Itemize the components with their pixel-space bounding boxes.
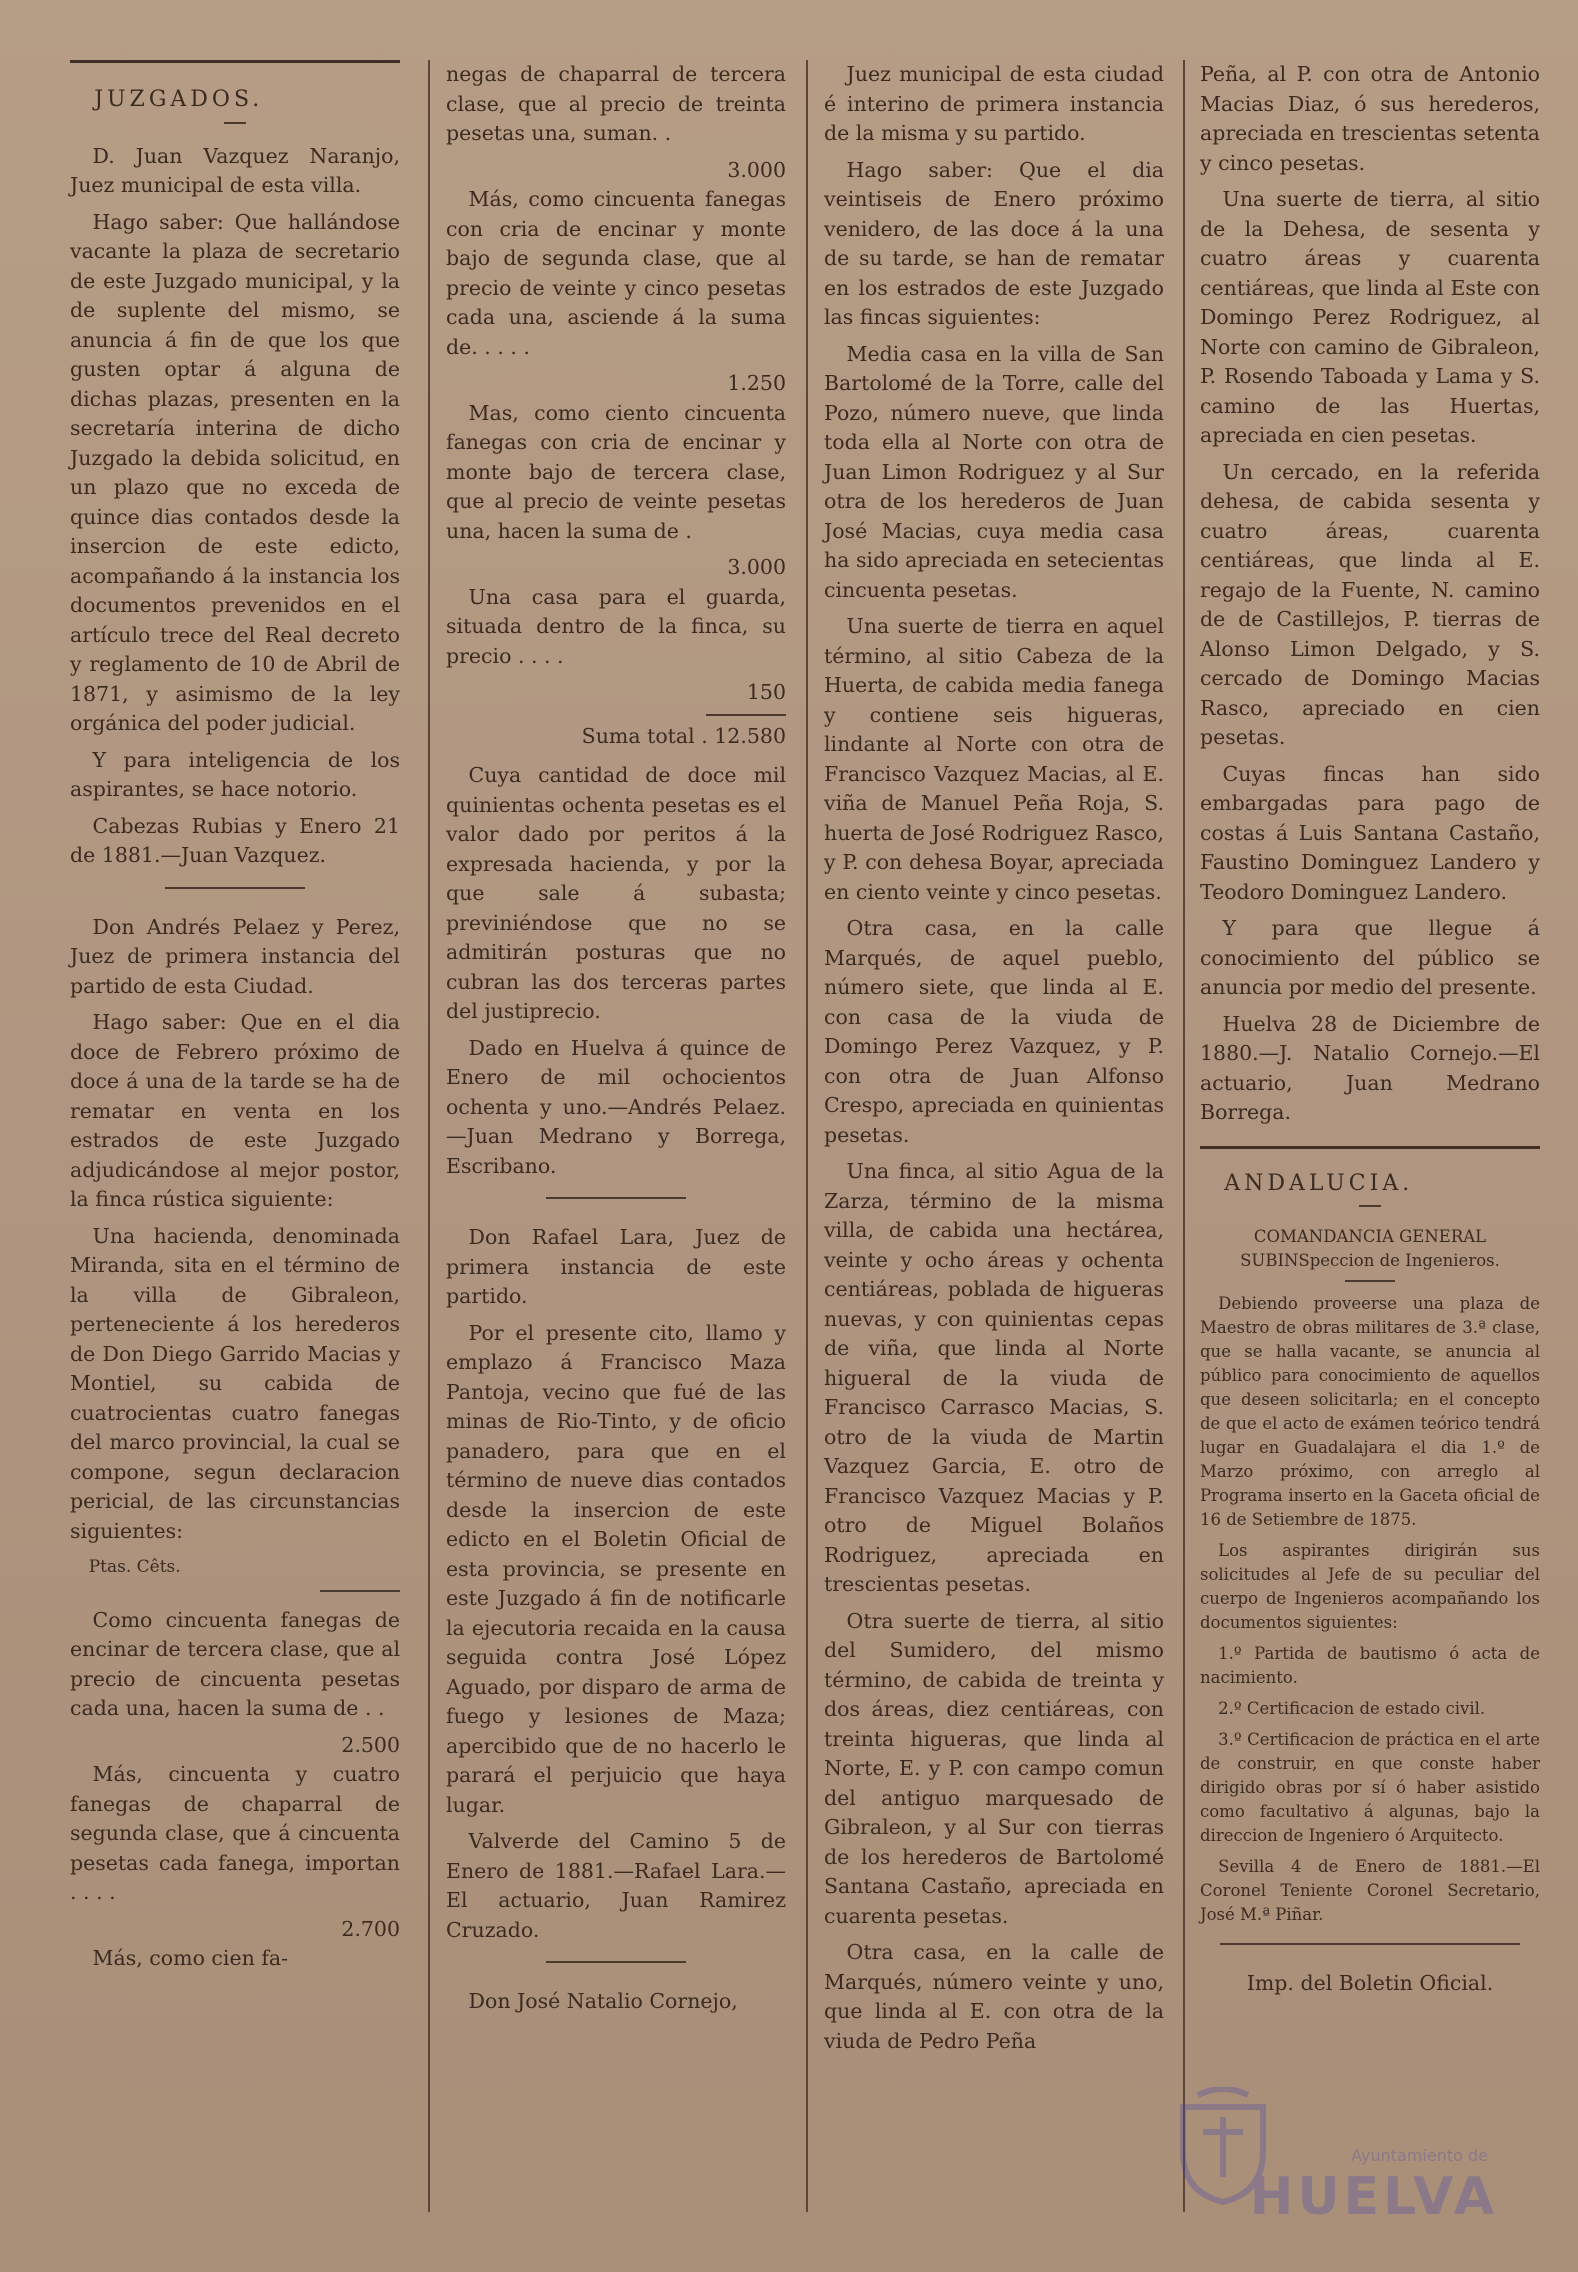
notice-subtitle: COMANDANCIA GENERAL SUBINSpeccion de Ingenieros. <box>1240 1227 1500 1270</box>
watermark-line1: Ayuntamiento de <box>1351 2146 1488 2165</box>
edict-text: Peña, al P. con otra de Antonio Macias Diaz, ó sus herederos, apreciada en trescientas setenta y cinco pesetas. <box>1200 62 1540 175</box>
total-amount: 12.580 <box>714 723 786 748</box>
item-amount: 3.000 <box>727 555 786 579</box>
item-amount: 150 <box>746 680 786 704</box>
section-title: ANDALUCIA. <box>1224 1170 1414 1196</box>
edict-text: Por el presente cito, llamo y emplazo á Francisco Maza Pantoja, vecino que fué de las minas de Rio-Tinto, y de oficio panadero, para que en el término de nueve dias contados desde la insercion de este edicto en el Boletin Oficial de esta provincia, se presente en este Juzgado á fin de notificarle la ejecutoria recaida en la causa seguida contra José López Aguado, por disparo de arma de fuego y lesiones de Maza; apercibido que de no hacerlo le parará el perjuicio que haya lugar. <box>446 1320 786 1817</box>
edict-text: Hago saber: Que en el dia doce de Febrero próximo de doce á una de la tarde se ha de rematar en venta en los estrados de este Juzgado adjudicándose al mejor postor, la finca rústica siguiente: <box>70 1010 400 1211</box>
edict-text: Una finca, al sitio Agua de la Zarza, término de la misma villa, de cabida una hectárea, veinte y ocho áreas y ochenta centiáreas, poblada de higueras nuevas, y con quinientas cepas de viña, que linda al Norte higueral de la viuda de Francisco Carrasco Macias, S. otro de la viuda de Martin Vazquez Garcia, E. otro de Francisco Vazquez Macias y P. otro de Miguel Bolaños Rodriguez, apreciada en trescientas pesetas. <box>824 1159 1164 1596</box>
section-title: JUZGADOS. <box>94 87 264 112</box>
watermark-line2: HUELVA <box>1249 2167 1498 2227</box>
item-text: Más, cincuenta y cuatro fanegas de chaparral de segunda clase, que á cincuenta pesetas cada fanega, importan . . . . <box>70 1762 400 1904</box>
edict-header: Don José Natalio Cornejo, <box>468 1989 738 2013</box>
notice-text: 2.º Certificacion de estado civil. <box>1218 1699 1486 1718</box>
separator <box>706 714 786 716</box>
top-rule <box>70 60 400 63</box>
item-text: Más, como cien fa- <box>92 1946 289 1970</box>
column-3 <box>824 60 1164 2063</box>
edict-text: Otra suerte de tierra, al sitio del Sumidero, del mismo término, de cabida de treinta y dos áreas, diez centiáreas, con treinta higueras, que linda al Norte, E. y P. con campo comun del antiguo marquesado de Gibraleon, y al Sur con tierras de los herederos de Bartolomé Santana Castaño, apreciada en cuarenta pesetas. <box>824 1608 1164 1928</box>
item-text: Como cincuenta fanegas de encinar de tercera clase, que al precio de cincuenta pesetas cada una, hacen la suma de . . <box>70 1607 400 1720</box>
item-text: negas de chaparral de tercera clase, que al precio de treinta pesetas una, suman. . <box>446 62 786 145</box>
edict-text: Otra casa, en la calle de Marqués, número veinte y uno, que linda al E. con otra de la viuda de Pedro Peña <box>824 1940 1164 2053</box>
notice-text: 1.º Partida de bautismo ó acta de nacimiento. <box>1200 1644 1540 1687</box>
edict-signature: Cabezas Rubias y Enero 21 de 1881.—Juan Vazquez. <box>70 813 400 867</box>
amount-header: Ptas. Cêts. <box>88 1557 181 1577</box>
edict-text: Una hacienda, denominada Miranda, sita en el término de la villa de Gibraleon, perteneciente á los herederos de Don Diego Garrido Macias y Montiel, su cabida de cuatrocientas cuatro fanegas del marco provincial, la cual se compone, segun declaracion pericial, de las circunstancias siguientes: <box>70 1223 400 1543</box>
archive-watermark <box>1168 2077 1498 2227</box>
item-amount: 2.700 <box>341 1916 400 1941</box>
column-2 <box>446 60 786 2024</box>
edict-header: Don Rafael Lara, Juez de primera instancia de este partido. <box>446 1225 786 1308</box>
notice-text: 3.º Certificacion de práctica en el arte de construir, en que conste haber dirigido obras por sí ó haber asistido como facultativo á algunas, bajo la direccion de Ingeniero ó Arquitecto. <box>1200 1730 1540 1845</box>
edict-text: Cuya cantidad de doce mil quinientas ochenta pesetas es el valor dado por peritos á la expresada hacienda, y por la que sale á subasta; previniéndose que no se admitirán posturas que no cubran las dos terceras partes del justiprecio. <box>446 763 786 1023</box>
edict-signature: Valverde del Camino 5 de Enero de 1881.—Rafael Lara.—El actuario, Juan Ramirez Cruzado. <box>446 1829 786 1942</box>
column-divider <box>806 60 808 2212</box>
section-rule <box>1200 1146 1540 1149</box>
separator <box>320 1590 400 1592</box>
edict-text: Otra casa, en la calle Marqués, de aquel pueblo, número siete, que linda al E. con casa de la viuda de Domingo Perez Vazquez, y P. con otra de Juan Alfonso Crespo, apreciada en quinientas pesetas. <box>824 916 1164 1147</box>
edict-header: Don Andrés Pelaez y Perez, Juez de primera instancia del partido de esta Ciudad. <box>70 914 400 998</box>
separator <box>165 887 305 889</box>
separator <box>546 1961 686 1963</box>
item-text: Más, como cincuenta fanegas con cria de encinar y monte bajo de segunda clase, que al precio de veinte y cinco pesetas cada una, asciende á la suma de. . . . . <box>446 187 786 359</box>
edict-text: Media casa en la villa de San Bartolomé de la Torre, calle del Pozo, número nueve, que linda toda ella al Norte con otra de Juan Limon Rodriguez y al Sur otra de los herederos de Juan José Macias, cuya media casa ha sido apreciada en setecientas cincuenta pesetas. <box>824 341 1164 602</box>
edict-signature: Huelva 28 de Diciembre de 1880.—J. Natalio Cornejo.—El actuario, Juan Medrano Borrega. <box>1200 1011 1540 1124</box>
edict-header: D. Juan Vazquez Naranjo, Juez municipal de esta villa. <box>70 143 400 197</box>
edict-text: Hago saber: Que el dia veintiseis de Enero próximo venidero, de las doce á la una de su tarde, se han de rematar en los estrados de este Juzgado las fincas siguientes: <box>824 157 1164 329</box>
edict-text: Cuyas fincas han sido embargadas para pago de costas á Luis Santana Castaño, Faustino Dominguez Landero y Teodoro Dominguez Landero. <box>1200 761 1540 904</box>
edict-text: Una suerte de tierra, al sitio de la Dehesa, de sesenta y cuatro áreas y cuarenta centiáreas, que linda al Este con Domingo Perez Rodriguez, al Norte con camino de Gibraleon, P. Rosendo Taboada y Lama y S. camino de las Huertas, apreciada en cien pesetas. <box>1200 187 1540 447</box>
item-amount: 1.250 <box>727 371 786 395</box>
column-divider <box>428 60 430 2212</box>
item-text: Mas, como ciento cincuenta fanegas con cria de encinar y monte bajo de tercera clase, que al precio de veinte pesetas una, hacen la suma de . <box>446 400 786 543</box>
item-amount: 3.000 <box>727 157 786 182</box>
edict-signature: Dado en Huelva á quince de Enero de mil ochocientos ochenta y uno.—Andrés Pelaez.—Juan Medrano y Borrega, Escribano. <box>446 1035 786 1178</box>
edict-text: Un cercado, en la referida dehesa, de cabida sesenta y cuatro áreas, cuarenta centiáreas, que linda al E. regajo de la Fuente, N. camino de de Castillejos, P. tierras de Alonso Limon Delgado, y S. cercado de Domingo Macias Rasco, apreciado en cien pesetas. <box>1200 459 1540 749</box>
item-amount: 2.500 <box>341 1732 400 1757</box>
imprint: Imp. del Boletin Oficial. <box>1246 1971 1494 1995</box>
subtitle-dash <box>1345 1280 1395 1282</box>
column-1 <box>70 60 400 1981</box>
notice-text: Debiendo proveerse una plaza de Maestro de obras militares de 3.ª clase, que se halla vacante, se anuncia al público para conocimiento de aquellos que deseen solicitarla; en el concepto de que el acto de exámen teórico tendrá lugar en Guadalajara el dia 1.º de Marzo próximo, con arreglo al Programa inserto en la Gaceta oficial de 16 de Setiembre de 1875. <box>1200 1294 1540 1529</box>
column-divider <box>1183 60 1185 2212</box>
notice-signature: Sevilla 4 de Enero de 1881.—El Coronel Teniente Coronel Secretario, José M.ª Piñar. <box>1200 1857 1540 1924</box>
notice-block <box>1200 1225 1540 1927</box>
total-label: Suma total . <box>581 723 708 748</box>
separator <box>1220 1943 1520 1945</box>
edict-text: Y para inteligencia de los aspirantes, se hace notorio. <box>70 747 400 801</box>
title-dash <box>224 122 246 124</box>
separator <box>546 1197 686 1199</box>
edict-text: Y para que llegue á conocimiento del público se anuncia por medio del presente. <box>1200 916 1540 999</box>
notice-text: Los aspirantes dirigirán sus solicitudes al Jefe de su peculiar del cuerpo de Ingenieros acompañando los documentos siguientes: <box>1200 1541 1540 1632</box>
edict-text: Hago saber: Que hallándose vacante la plaza de secretario de este Juzgado municipal, y la de suplente del mismo, se anuncia á fin de que los que gusten optar á alguna de dichas plazas, presenten en la secretaría interina de dicho Juzgado la debida solicitud, en un plazo que no exceda de quince dias contados desde la insercion de este edicto, acompañando á la instancia los documentos prevenidos en el artículo trece del Real decreto y reglamento de 10 de Abril de 1871, y asimismo de la ley orgánica del poder judicial. <box>70 209 400 735</box>
title-dash <box>1359 1205 1381 1207</box>
item-text: Una casa para el guarda, situada dentro de la finca, su precio . . . . <box>446 584 786 668</box>
edict-text: Una suerte de tierra en aquel término, al sitio Cabeza de la Huerta, de cabida media fanega y contiene seis higueras, lindante al Norte con otra de Francisco Vazquez Macias, al E. viña de Manuel Peña Roja, S. huerta de José Rodriguez Rasco, y P. con dehesa Boyar, apreciada en ciento veinte y cinco pesetas. <box>824 614 1164 904</box>
column-4 <box>1200 60 1540 2006</box>
edict-header: Juez municipal de esta ciudad é interino de primera instancia de la misma y su partido. <box>824 62 1164 145</box>
